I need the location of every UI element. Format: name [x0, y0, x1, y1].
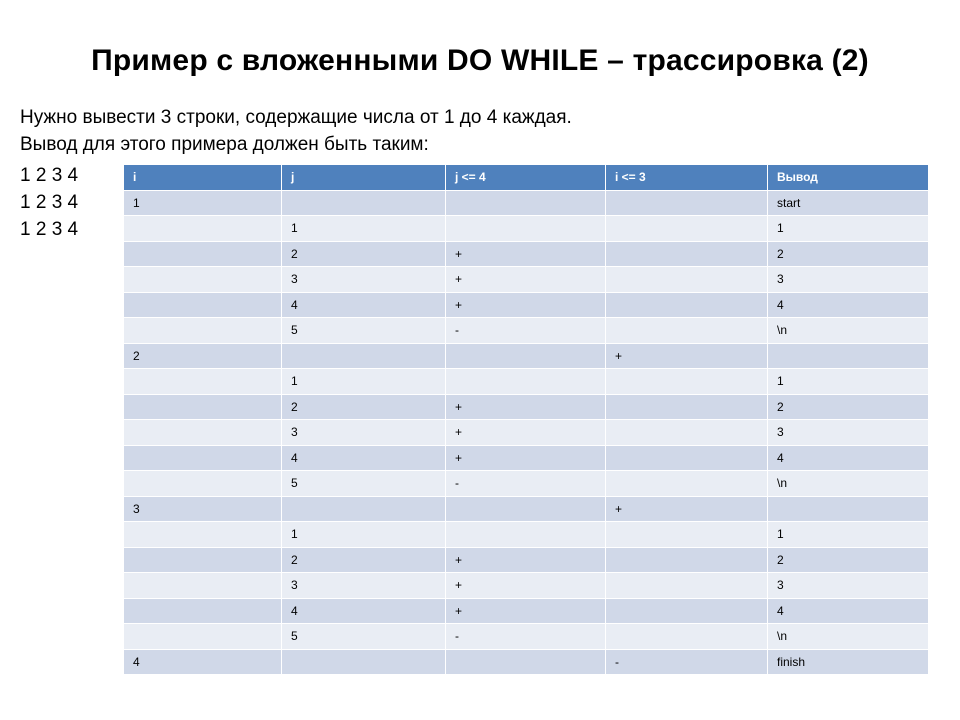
cell-j — [282, 190, 446, 216]
cell-output: 4 — [768, 598, 929, 624]
cell-j: 2 — [282, 547, 446, 573]
table-row — [124, 420, 929, 446]
table-row — [124, 318, 929, 344]
cell-j: 2 — [282, 394, 446, 420]
header-j-condition: j <= 4 — [446, 165, 606, 191]
cell-i: 2 — [124, 343, 282, 369]
cell-j-condition: + — [446, 267, 606, 293]
cell-i — [124, 445, 282, 471]
header-j: j — [282, 165, 446, 191]
cell-j-condition — [446, 190, 606, 216]
cell-j-condition — [446, 496, 606, 522]
table-row — [124, 343, 929, 369]
cell-i-condition — [606, 573, 768, 599]
cell-j-condition: + — [446, 292, 606, 318]
cell-j: 3 — [282, 420, 446, 446]
cell-i — [124, 369, 282, 395]
cell-j: 3 — [282, 573, 446, 599]
cell-i-condition — [606, 522, 768, 548]
cell-i-condition — [606, 394, 768, 420]
cell-j: 4 — [282, 445, 446, 471]
table-row — [124, 190, 929, 216]
slide-title: Пример с вложенными DO WHILE – трассировка (2) — [91, 44, 869, 77]
table-row — [124, 547, 929, 573]
cell-i-condition: + — [606, 343, 768, 369]
output-line: 1 2 3 4 — [20, 165, 79, 186]
cell-output: 3 — [768, 573, 929, 599]
cell-i — [124, 241, 282, 267]
table-row — [124, 522, 929, 548]
cell-output: 1 — [768, 369, 929, 395]
cell-j-condition — [446, 649, 606, 675]
cell-output: finish — [768, 649, 929, 675]
header-output: Вывод — [768, 165, 929, 191]
cell-j — [282, 649, 446, 675]
cell-j-condition: + — [446, 394, 606, 420]
cell-output: 4 — [768, 292, 929, 318]
cell-i-condition — [606, 267, 768, 293]
cell-output: 3 — [768, 267, 929, 293]
cell-j-condition — [446, 343, 606, 369]
table-row — [124, 267, 929, 293]
cell-i-condition: - — [606, 649, 768, 675]
cell-output: \n — [768, 318, 929, 344]
cell-output: 1 — [768, 216, 929, 242]
cell-i — [124, 216, 282, 242]
table-row — [124, 598, 929, 624]
cell-i — [124, 420, 282, 446]
cell-output: \n — [768, 471, 929, 497]
output-line: 1 2 3 4 — [20, 219, 79, 240]
cell-output: 2 — [768, 241, 929, 267]
cell-j-condition — [446, 522, 606, 548]
cell-output: 4 — [768, 445, 929, 471]
table-row — [124, 445, 929, 471]
cell-j: 2 — [282, 241, 446, 267]
table-row — [124, 649, 929, 675]
cell-output: 3 — [768, 420, 929, 446]
cell-j — [282, 496, 446, 522]
cell-j: 1 — [282, 369, 446, 395]
table-header-row — [124, 165, 929, 191]
table-row — [124, 369, 929, 395]
cell-i — [124, 547, 282, 573]
cell-j: 5 — [282, 471, 446, 497]
trace-table — [123, 164, 929, 675]
cell-j: 1 — [282, 216, 446, 242]
table-row — [124, 292, 929, 318]
cell-j-condition: + — [446, 598, 606, 624]
cell-i: 4 — [124, 649, 282, 675]
header-i: i — [124, 165, 282, 191]
cell-i-condition — [606, 216, 768, 242]
cell-i — [124, 292, 282, 318]
output-line: 1 2 3 4 — [20, 192, 79, 213]
table-row — [124, 624, 929, 650]
cell-output — [768, 496, 929, 522]
cell-j-condition — [446, 216, 606, 242]
cell-j: 5 — [282, 624, 446, 650]
table-row — [124, 394, 929, 420]
cell-output: start — [768, 190, 929, 216]
intro-line: Нужно вывести 3 строки, содержащие числа от 1 до 4 каждая. — [20, 107, 572, 128]
cell-i-condition — [606, 292, 768, 318]
cell-j-condition: + — [446, 420, 606, 446]
table-row — [124, 573, 929, 599]
trace-table-body — [124, 190, 929, 675]
cell-j — [282, 343, 446, 369]
cell-i-condition — [606, 471, 768, 497]
cell-output: \n — [768, 624, 929, 650]
cell-j-condition: + — [446, 547, 606, 573]
cell-i — [124, 471, 282, 497]
cell-i: 1 — [124, 190, 282, 216]
cell-i-condition — [606, 598, 768, 624]
cell-i — [124, 522, 282, 548]
cell-j-condition: - — [446, 471, 606, 497]
cell-j: 3 — [282, 267, 446, 293]
cell-i-condition — [606, 369, 768, 395]
intro-text — [20, 104, 572, 158]
cell-i — [124, 267, 282, 293]
cell-j-condition: - — [446, 318, 606, 344]
cell-i-condition — [606, 190, 768, 216]
cell-j-condition — [446, 369, 606, 395]
table-row — [124, 471, 929, 497]
cell-i — [124, 394, 282, 420]
cell-output: 2 — [768, 394, 929, 420]
cell-i — [124, 598, 282, 624]
cell-i-condition — [606, 445, 768, 471]
table-row — [124, 241, 929, 267]
cell-output: 2 — [768, 547, 929, 573]
cell-i — [124, 573, 282, 599]
expected-output — [20, 162, 78, 243]
cell-output — [768, 343, 929, 369]
cell-i — [124, 624, 282, 650]
cell-i-condition — [606, 624, 768, 650]
cell-i: 3 — [124, 496, 282, 522]
cell-output: 1 — [768, 522, 929, 548]
cell-j-condition: - — [446, 624, 606, 650]
cell-i-condition — [606, 318, 768, 344]
intro-line: Вывод для этого примера должен быть таким: — [20, 134, 429, 155]
cell-i-condition — [606, 420, 768, 446]
cell-i-condition — [606, 547, 768, 573]
cell-j: 5 — [282, 318, 446, 344]
cell-j: 4 — [282, 598, 446, 624]
cell-i-condition: + — [606, 496, 768, 522]
table-row — [124, 216, 929, 242]
cell-j-condition: + — [446, 241, 606, 267]
cell-j-condition: + — [446, 445, 606, 471]
cell-j-condition: + — [446, 573, 606, 599]
header-i-condition: i <= 3 — [606, 165, 768, 191]
cell-j: 4 — [282, 292, 446, 318]
table-row — [124, 496, 929, 522]
cell-j: 1 — [282, 522, 446, 548]
cell-i — [124, 318, 282, 344]
cell-i-condition — [606, 241, 768, 267]
